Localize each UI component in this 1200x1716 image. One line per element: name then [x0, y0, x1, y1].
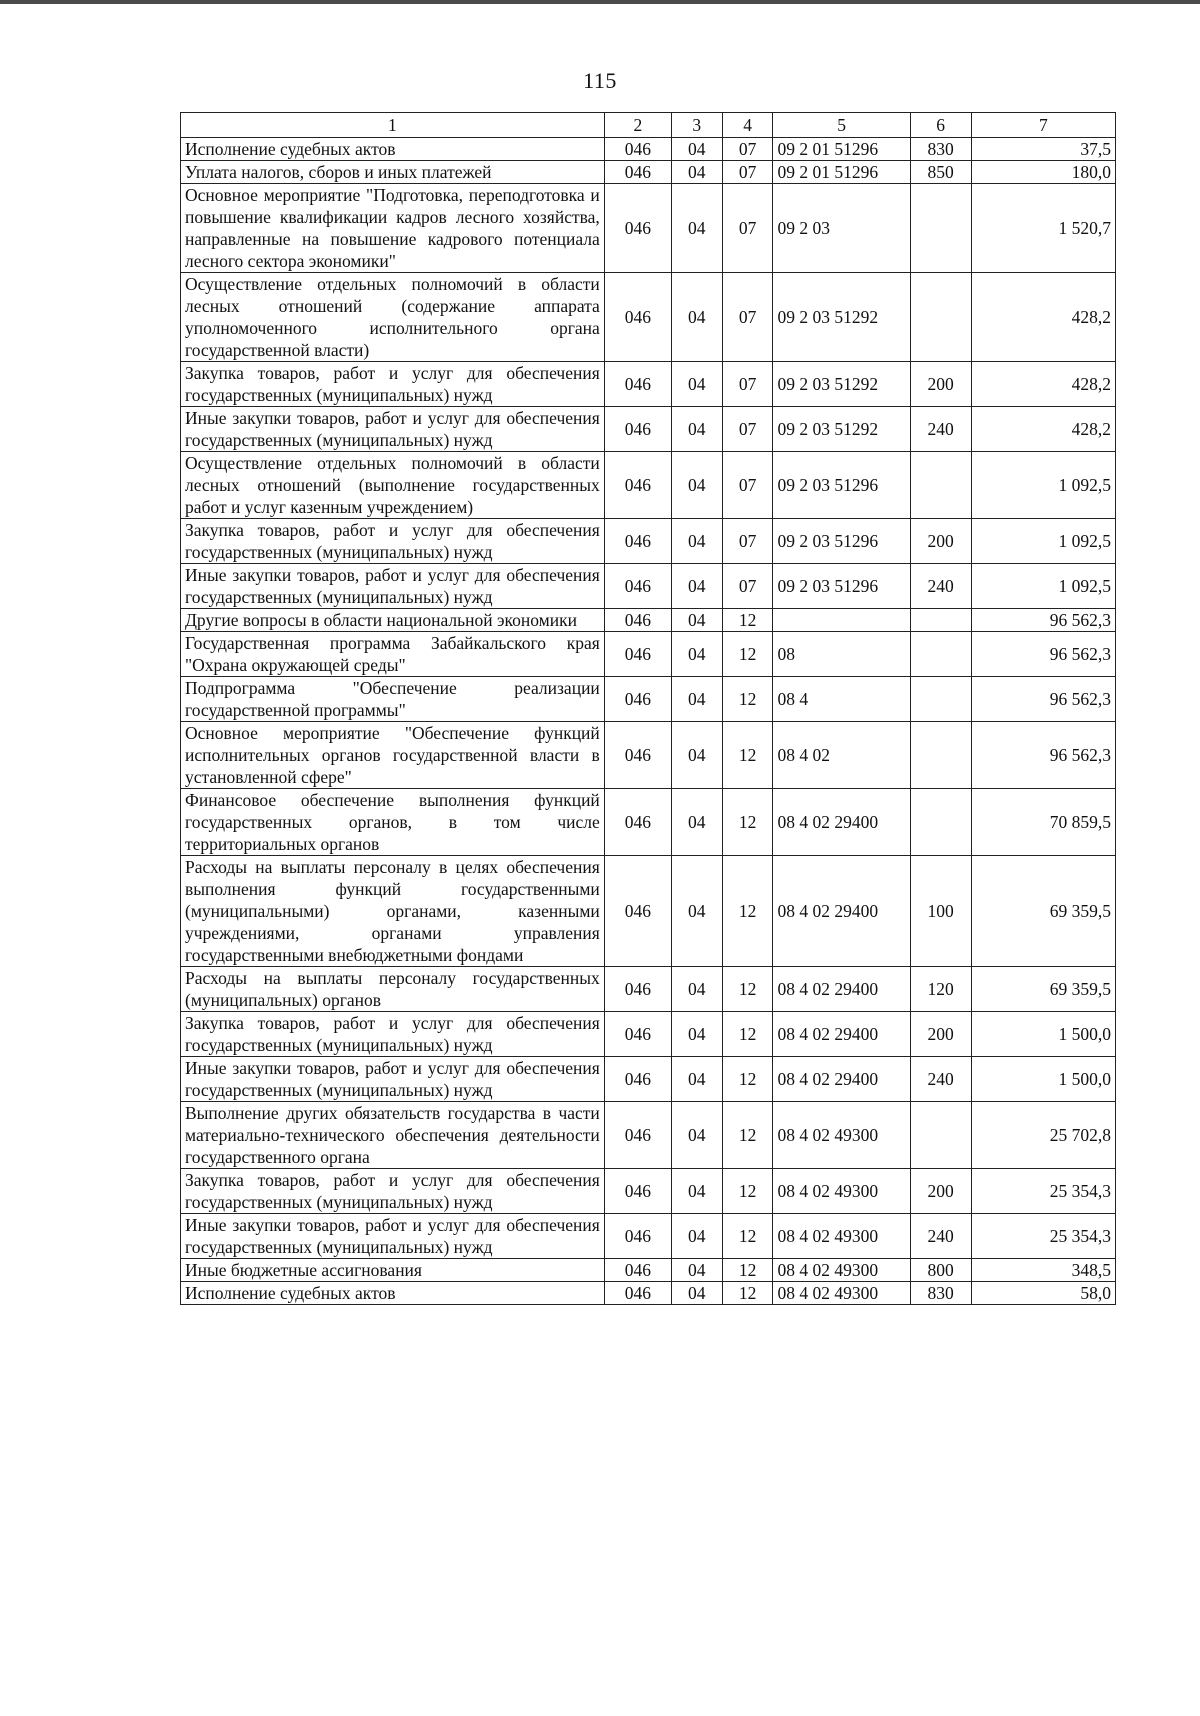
row-chapter-cell: 046: [604, 677, 671, 722]
row-section-cell: 04: [671, 564, 722, 609]
row-expense-type-cell: [910, 184, 971, 273]
row-expense-type-cell: [910, 722, 971, 789]
row-target-article-cell: 08 4: [773, 677, 910, 722]
row-amount-cell: 70 859,5: [971, 789, 1115, 856]
row-chapter-cell: 046: [604, 273, 671, 362]
row-target-article-cell: 08 4 02 49300: [773, 1169, 910, 1214]
row-subsection-cell: 07: [722, 519, 773, 564]
column-header-5: 5: [773, 113, 910, 138]
row-expense-type-cell: [910, 273, 971, 362]
row-name-cell: Иные закупки товаров, работ и услуг для обеспечения государственных (муниципальных) нужд: [181, 407, 605, 452]
row-expense-type-cell: [910, 789, 971, 856]
table-row: [181, 789, 1116, 856]
row-amount-cell: 1 520,7: [971, 184, 1115, 273]
row-chapter-cell: 046: [604, 1102, 671, 1169]
column-header-6: 6: [910, 113, 971, 138]
row-target-article-cell: 09 2 03: [773, 184, 910, 273]
table-row: [181, 1169, 1116, 1214]
table-row: [181, 362, 1116, 407]
row-section-cell: 04: [671, 1214, 722, 1259]
row-section-cell: 04: [671, 677, 722, 722]
row-chapter-cell: 046: [604, 1057, 671, 1102]
row-section-cell: 04: [671, 632, 722, 677]
row-subsection-cell: 12: [722, 632, 773, 677]
row-target-article-cell: 09 2 03 51296: [773, 519, 910, 564]
row-chapter-cell: 046: [604, 362, 671, 407]
row-expense-type-cell: 830: [910, 138, 971, 161]
row-subsection-cell: 07: [722, 452, 773, 519]
table-row: [181, 138, 1116, 161]
row-name-cell: Закупка товаров, работ и услуг для обеспечения государственных (муниципальных) нужд: [181, 519, 605, 564]
row-target-article-cell: 08 4 02 29400: [773, 856, 910, 967]
row-subsection-cell: 12: [722, 789, 773, 856]
row-amount-cell: 96 562,3: [971, 677, 1115, 722]
row-name-cell: Государственная программа Забайкальского края "Охрана окружающей среды": [181, 632, 605, 677]
row-section-cell: 04: [671, 138, 722, 161]
row-expense-type-cell: 100: [910, 856, 971, 967]
row-chapter-cell: 046: [604, 1282, 671, 1305]
row-subsection-cell: 07: [722, 362, 773, 407]
row-name-cell: Основное мероприятие "Обеспечение функций исполнительных органов государственной власти в установленной сфере": [181, 722, 605, 789]
row-amount-cell: 37,5: [971, 138, 1115, 161]
table-row: [181, 452, 1116, 519]
row-section-cell: 04: [671, 184, 722, 273]
row-chapter-cell: 046: [604, 184, 671, 273]
row-amount-cell: 1 500,0: [971, 1012, 1115, 1057]
row-name-cell: Исполнение судебных актов: [181, 138, 605, 161]
row-chapter-cell: 046: [604, 789, 671, 856]
row-expense-type-cell: [910, 1102, 971, 1169]
row-expense-type-cell: 240: [910, 1214, 971, 1259]
row-expense-type-cell: 800: [910, 1259, 971, 1282]
column-header-4: 4: [722, 113, 773, 138]
row-subsection-cell: 12: [722, 722, 773, 789]
row-name-cell: Уплата налогов, сборов и иных платежей: [181, 161, 605, 184]
row-name-cell: Закупка товаров, работ и услуг для обеспечения государственных (муниципальных) нужд: [181, 1012, 605, 1057]
table-row: [181, 609, 1116, 632]
column-header-2: 2: [604, 113, 671, 138]
column-header-3: 3: [671, 113, 722, 138]
row-section-cell: 04: [671, 609, 722, 632]
row-amount-cell: 1 092,5: [971, 564, 1115, 609]
row-section-cell: 04: [671, 1012, 722, 1057]
row-target-article-cell: 08 4 02 49300: [773, 1214, 910, 1259]
row-target-article-cell: 08 4 02: [773, 722, 910, 789]
row-amount-cell: 1 500,0: [971, 1057, 1115, 1102]
row-amount-cell: 69 359,5: [971, 856, 1115, 967]
row-chapter-cell: 046: [604, 722, 671, 789]
row-section-cell: 04: [671, 362, 722, 407]
row-target-article-cell: 08 4 02 29400: [773, 1057, 910, 1102]
row-expense-type-cell: 240: [910, 564, 971, 609]
row-amount-cell: 428,2: [971, 273, 1115, 362]
row-section-cell: 04: [671, 856, 722, 967]
row-subsection-cell: 12: [722, 1282, 773, 1305]
row-section-cell: 04: [671, 1102, 722, 1169]
row-subsection-cell: 07: [722, 161, 773, 184]
row-section-cell: 04: [671, 1259, 722, 1282]
row-section-cell: 04: [671, 1169, 722, 1214]
row-target-article-cell: 08 4 02 49300: [773, 1282, 910, 1305]
row-section-cell: 04: [671, 967, 722, 1012]
row-section-cell: 04: [671, 1282, 722, 1305]
row-expense-type-cell: 200: [910, 362, 971, 407]
row-section-cell: 04: [671, 722, 722, 789]
column-header-1: 1: [181, 113, 605, 138]
row-target-article-cell: 08 4 02 49300: [773, 1259, 910, 1282]
row-amount-cell: 180,0: [971, 161, 1115, 184]
row-subsection-cell: 12: [722, 1259, 773, 1282]
row-target-article-cell: 09 2 01 51296: [773, 161, 910, 184]
row-chapter-cell: 046: [604, 1012, 671, 1057]
row-section-cell: 04: [671, 452, 722, 519]
table-row: [181, 1057, 1116, 1102]
row-subsection-cell: 12: [722, 1214, 773, 1259]
row-name-cell: Другие вопросы в области национальной экономики: [181, 609, 605, 632]
row-name-cell: Выполнение других обязательств государства в части материально-технического обеспечения деятельности государственного органа: [181, 1102, 605, 1169]
table-row: [181, 1102, 1116, 1169]
row-expense-type-cell: 200: [910, 1012, 971, 1057]
table-row: [181, 677, 1116, 722]
row-chapter-cell: 046: [604, 967, 671, 1012]
row-chapter-cell: 046: [604, 1214, 671, 1259]
row-expense-type-cell: 850: [910, 161, 971, 184]
row-amount-cell: 69 359,5: [971, 967, 1115, 1012]
row-expense-type-cell: [910, 632, 971, 677]
row-expense-type-cell: 120: [910, 967, 971, 1012]
table-row: [181, 519, 1116, 564]
row-target-article-cell: 09 2 03 51292: [773, 273, 910, 362]
table-row: [181, 1012, 1116, 1057]
table-row: [181, 856, 1116, 967]
row-chapter-cell: 046: [604, 161, 671, 184]
row-amount-cell: 1 092,5: [971, 519, 1115, 564]
row-expense-type-cell: [910, 609, 971, 632]
row-chapter-cell: 046: [604, 609, 671, 632]
row-name-cell: Иные закупки товаров, работ и услуг для обеспечения государственных (муниципальных) нужд: [181, 1214, 605, 1259]
row-chapter-cell: 046: [604, 138, 671, 161]
row-subsection-cell: 12: [722, 1057, 773, 1102]
row-chapter-cell: 046: [604, 856, 671, 967]
row-amount-cell: 1 092,5: [971, 452, 1115, 519]
row-section-cell: 04: [671, 1057, 722, 1102]
row-amount-cell: 96 562,3: [971, 609, 1115, 632]
column-header-7: 7: [971, 113, 1115, 138]
row-name-cell: Иные закупки товаров, работ и услуг для обеспечения государственных (муниципальных) нужд: [181, 1057, 605, 1102]
row-expense-type-cell: 240: [910, 1057, 971, 1102]
row-amount-cell: 96 562,3: [971, 632, 1115, 677]
row-name-cell: Иные бюджетные ассигнования: [181, 1259, 605, 1282]
row-name-cell: Финансовое обеспечение выполнения функций государственных органов, в том числе территориальных органов: [181, 789, 605, 856]
row-chapter-cell: 046: [604, 519, 671, 564]
table-row: [181, 1259, 1116, 1282]
row-target-article-cell: 08 4 02 49300: [773, 1102, 910, 1169]
row-chapter-cell: 046: [604, 452, 671, 519]
row-expense-type-cell: 830: [910, 1282, 971, 1305]
row-section-cell: 04: [671, 407, 722, 452]
row-name-cell: Осуществление отдельных полномочий в области лесных отношений (содержание аппарата уполномоченного исполнительного органа государственной власти): [181, 273, 605, 362]
row-subsection-cell: 12: [722, 1012, 773, 1057]
row-target-article-cell: 08: [773, 632, 910, 677]
row-subsection-cell: 07: [722, 184, 773, 273]
table-row: [181, 564, 1116, 609]
row-amount-cell: 58,0: [971, 1282, 1115, 1305]
row-subsection-cell: 07: [722, 138, 773, 161]
row-name-cell: Закупка товаров, работ и услуг для обеспечения государственных (муниципальных) нужд: [181, 362, 605, 407]
row-expense-type-cell: 200: [910, 519, 971, 564]
row-expense-type-cell: 240: [910, 407, 971, 452]
row-name-cell: Расходы на выплаты персоналу в целях обеспечения выполнения функций государственными (муниципальными) органами, казенными учреждениями, органами управления государственными внебюджетными фондами: [181, 856, 605, 967]
table-row: [181, 184, 1116, 273]
row-target-article-cell: 09 2 03 51292: [773, 362, 910, 407]
row-target-article-cell: 09 2 01 51296: [773, 138, 910, 161]
row-target-article-cell: 09 2 03 51292: [773, 407, 910, 452]
row-target-article-cell: 08 4 02 29400: [773, 967, 910, 1012]
row-chapter-cell: 046: [604, 1259, 671, 1282]
scan-edge-line: [0, 0, 1200, 4]
row-chapter-cell: 046: [604, 632, 671, 677]
table-row: [181, 273, 1116, 362]
table-row: [181, 1214, 1116, 1259]
table-row: [181, 161, 1116, 184]
row-name-cell: Иные закупки товаров, работ и услуг для обеспечения государственных (муниципальных) нужд: [181, 564, 605, 609]
row-expense-type-cell: 200: [910, 1169, 971, 1214]
row-chapter-cell: 046: [604, 407, 671, 452]
row-amount-cell: 25 354,3: [971, 1169, 1115, 1214]
table-row: [181, 1282, 1116, 1305]
row-amount-cell: 25 702,8: [971, 1102, 1115, 1169]
row-subsection-cell: 12: [722, 1169, 773, 1214]
table-row: [181, 407, 1116, 452]
row-expense-type-cell: [910, 677, 971, 722]
row-subsection-cell: 12: [722, 677, 773, 722]
row-subsection-cell: 12: [722, 967, 773, 1012]
table-header-row: [181, 113, 1116, 138]
row-target-article-cell: 09 2 03 51296: [773, 452, 910, 519]
table-row: [181, 967, 1116, 1012]
row-section-cell: 04: [671, 789, 722, 856]
row-target-article-cell: [773, 609, 910, 632]
row-subsection-cell: 12: [722, 1102, 773, 1169]
page-number: 115: [583, 68, 617, 93]
row-name-cell: Подпрограмма "Обеспечение реализации государственной программы": [181, 677, 605, 722]
row-subsection-cell: 07: [722, 407, 773, 452]
row-subsection-cell: 12: [722, 609, 773, 632]
row-expense-type-cell: [910, 452, 971, 519]
row-subsection-cell: 12: [722, 856, 773, 967]
row-name-cell: Закупка товаров, работ и услуг для обеспечения государственных (муниципальных) нужд: [181, 1169, 605, 1214]
row-section-cell: 04: [671, 273, 722, 362]
row-section-cell: 04: [671, 161, 722, 184]
row-amount-cell: 96 562,3: [971, 722, 1115, 789]
row-target-article-cell: 09 2 03 51296: [773, 564, 910, 609]
row-amount-cell: 428,2: [971, 362, 1115, 407]
row-section-cell: 04: [671, 519, 722, 564]
row-amount-cell: 428,2: [971, 407, 1115, 452]
row-chapter-cell: 046: [604, 1169, 671, 1214]
row-name-cell: Исполнение судебных актов: [181, 1282, 605, 1305]
row-name-cell: Осуществление отдельных полномочий в области лесных отношений (выполнение государственных работ и услуг казенным учреждением): [181, 452, 605, 519]
row-target-article-cell: 08 4 02 29400: [773, 1012, 910, 1057]
table-row: [181, 632, 1116, 677]
row-subsection-cell: 07: [722, 273, 773, 362]
row-amount-cell: 348,5: [971, 1259, 1115, 1282]
row-subsection-cell: 07: [722, 564, 773, 609]
row-name-cell: Расходы на выплаты персоналу государственных (муниципальных) органов: [181, 967, 605, 1012]
row-chapter-cell: 046: [604, 564, 671, 609]
row-target-article-cell: 08 4 02 29400: [773, 789, 910, 856]
row-amount-cell: 25 354,3: [971, 1214, 1115, 1259]
budget-table: [180, 112, 1116, 1305]
table-row: [181, 722, 1116, 789]
row-name-cell: Основное мероприятие "Подготовка, переподготовка и повышение квалификации кадров лесного хозяйства, направленные на повышение кадрового потенциала лесного сектора экономики": [181, 184, 605, 273]
